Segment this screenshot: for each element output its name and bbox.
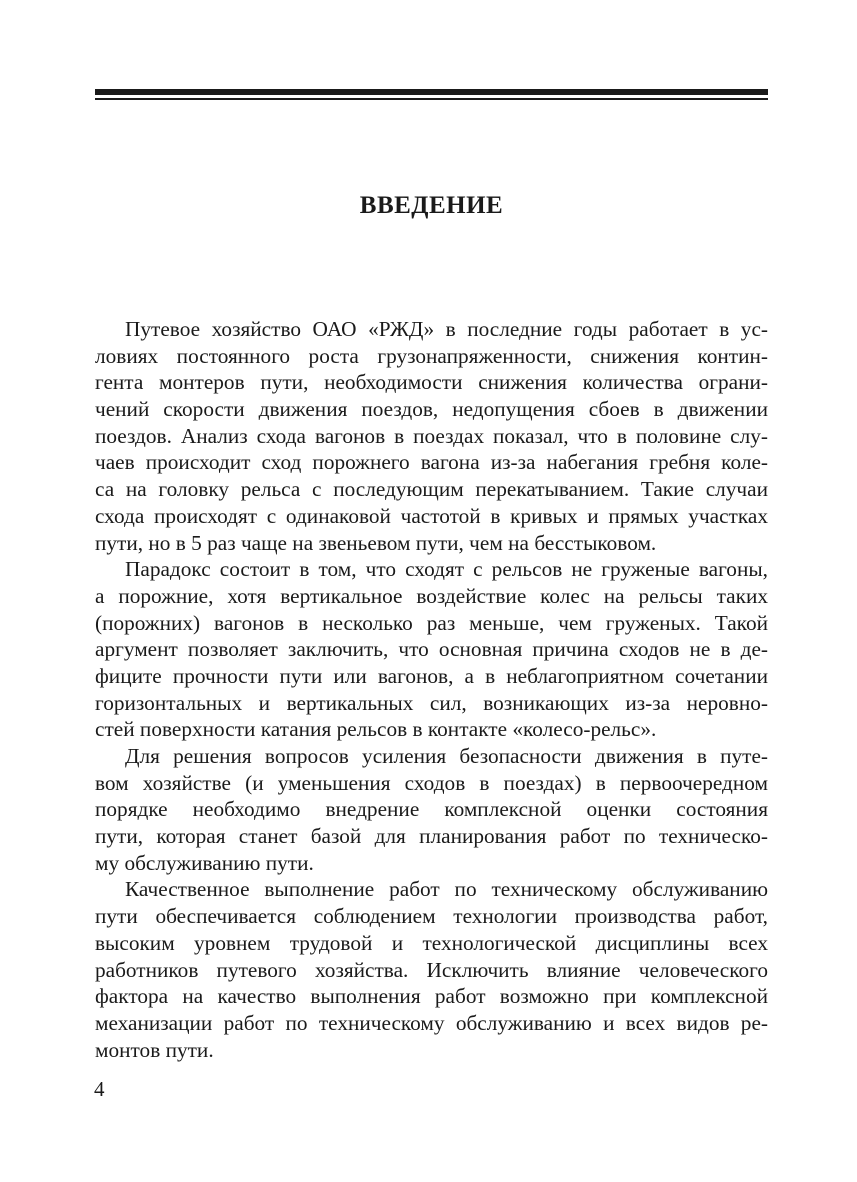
text-line: механизации работ по техническому обслуживанию и всех видов ре-: [95, 1010, 768, 1035]
text-line: са на головку рельса с последующим перекатыванием. Такие случаи: [95, 477, 768, 502]
text-line: (порожних) вагонов в несколько раз меньше, чем груженых. Такой: [95, 610, 768, 635]
text-line: высоким уровнем трудовой и технологической дисциплины всех: [95, 930, 768, 955]
text-line: ловиях постоянного роста грузонапряженности, снижения контин-: [95, 343, 768, 368]
text-line: му обслуживанию пути.: [95, 850, 314, 875]
text-line: пути, которая станет базой для планирования работ по техническо-: [95, 824, 768, 849]
paragraph-4: [95, 876, 768, 1063]
text-line: пути обеспечивается соблюдением технологии производства работ,: [95, 904, 768, 929]
paragraph-3: [95, 743, 768, 876]
text-line: работников путевого хозяйства. Исключить влияние человеческого: [95, 957, 768, 982]
chapter-heading: ВВЕДЕНИЕ: [359, 192, 504, 219]
text-line: вом хозяйстве (и уменьшения сходов в поездах) в первоочередном: [95, 770, 768, 795]
text-line: чаев происходит сход порожнего вагона из-за набегания гребня коле-: [95, 450, 768, 475]
header-rule-thin: [95, 98, 768, 100]
text-line: а порожние, хотя вертикальное воздействие колес на рельсы таких: [95, 583, 768, 608]
paragraph-1: [95, 316, 768, 556]
text-line: стей поверхности катания рельсов в контакте «колесо-рельс».: [95, 717, 657, 742]
text-line: Путевое хозяйство ОАО «РЖД» в последние годы работает в ус-: [125, 317, 768, 341]
text-line: чений скорости движения поездов, недопущения сбоев в движении: [95, 397, 768, 422]
text-line: фактора на качество выполнения работ возможно при комплексной: [95, 984, 768, 1009]
body-text: [95, 316, 768, 1063]
text-line: горизонтальных и вертикальных сил, возникающих из-за неровно-: [95, 690, 768, 715]
page-number: 4: [94, 1077, 105, 1101]
text-line: схода происходят с одинаковой частотой в кривых и прямых участках: [95, 503, 768, 528]
text-line: Качественное выполнение работ по техническому обслуживанию: [125, 877, 768, 902]
text-line: поездов. Анализ схода вагонов в поездах показал, что в половине слу-: [95, 423, 768, 448]
text-line: монтов пути.: [95, 1037, 214, 1062]
text-line: Для решения вопросов усиления безопасности движения в путе-: [125, 744, 768, 768]
text-line: пути, но в 5 раз чаще на звеньевом пути, чем на бесстыковом.: [95, 530, 657, 555]
paragraph-2: [95, 556, 768, 743]
text-line: гента монтеров пути, необходимости снижения количества ограни-: [95, 370, 768, 395]
text-line: фиците прочности пути или вагонов, а в неблагоприятном сочетании: [95, 663, 768, 688]
header-rule-thick: [95, 89, 768, 95]
text-line: порядке необходимо внедрение комплексной оценки состояния: [95, 797, 768, 822]
text-line: аргумент позволяет заключить, что основная причина сходов не в де-: [95, 637, 768, 662]
text-line: Парадокс состоит в том, что сходят с рельсов не груженые вагоны,: [125, 557, 768, 582]
